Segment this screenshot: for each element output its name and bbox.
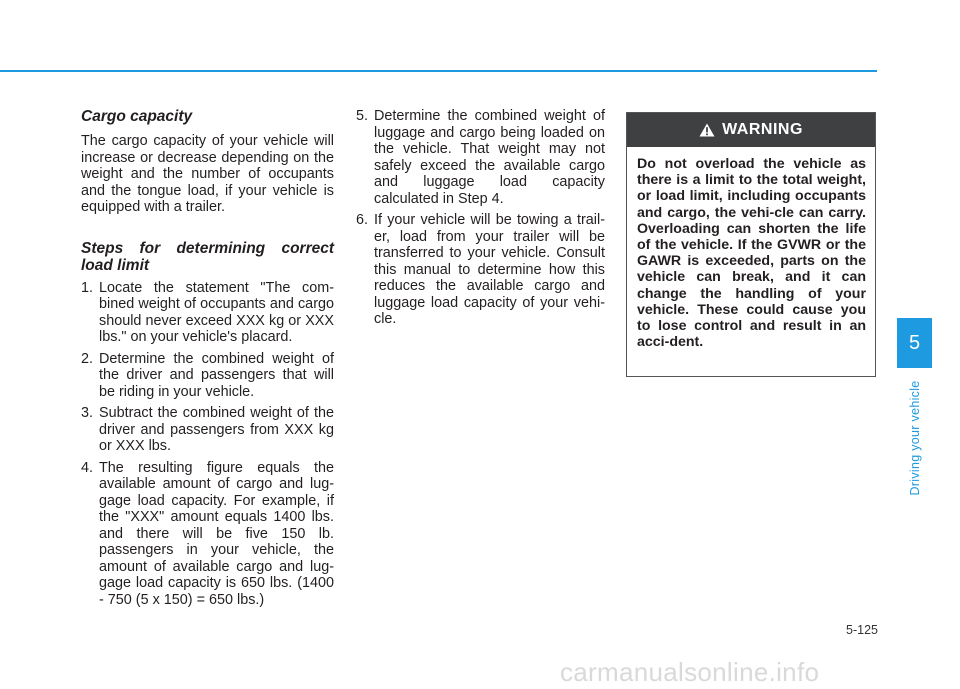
cargo-capacity-intro: The cargo capacity of your vehicle will increase or decrease depending on the weight and the number of occupants and the tongue load, if your vehicle is equipped with a trailer. [81,133,334,215]
step-item [81,460,334,609]
page-number: 5-125 [846,623,878,637]
cargo-capacity-heading: Cargo capacity [81,108,193,125]
section-tab [897,318,932,368]
step-number: 1. [81,279,94,296]
warning-triangle-icon [699,123,715,137]
step-text: If your vehicle will be towing a trail-er, load from your trailer will be transferred to your vehicle. Consult this manual to determine how this reduces the available cargo and luggage load capacity of your vehi-cle. [374,212,605,327]
step-text: Determine the combined weight of the driver and passengers that will be riding in your vehicle. [99,350,334,400]
section-title-vertical [897,380,932,495]
step-text: Subtract the combined weight of the driver and passengers from XXX kg or XXX lbs. [99,405,334,454]
middle-column [356,108,605,333]
step-number: 3. [81,405,94,421]
step-item [81,351,334,401]
header-rule [0,70,877,72]
step-text: Locate the statement "The com-bined weight of occupants and cargo should never exceed XXX kg or XXX lbs." on your vehicle's placard. [99,279,334,345]
section-title: Driving your vehicle [907,379,922,496]
step-item [356,212,605,328]
step-number: 4. [81,459,94,476]
warning-box [626,112,876,377]
step-text: Determine the combined weight of luggage and cargo being loaded on the vehicle. That weight may not safely exceed the available cargo and luggage load capacity calculated in Step 4. [374,108,605,207]
left-column [81,108,334,613]
warning-header [627,113,875,147]
warning-text: Do not overload the vehicle as there is a limit to the total weight, or load limit, including occupants and cargo, the vehi-cle can carry. Overloading can shorten the life of the vehicle. If the GVWR or the GAWR is exceeded, parts on the vehicle can break, and it can change the handling of your vehicle. These could cause you to lose control and result in an acci-dent. [637,156,866,351]
step-number: 2. [81,350,94,367]
watermark: carmanualsonline.info [560,657,820,687]
step-item [81,405,334,455]
warning-title: WARNING [722,121,803,138]
step-number: 6. [356,212,369,228]
step-item [81,280,334,346]
section-number: 5 [908,331,921,354]
step-number: 5. [356,108,369,124]
step-text: The resulting figure equals the available amount of cargo and lug-gage load capacity. For example, if the "XXX" amount equals 1400 lbs. and there will be five 150 lb. passengers in your vehicle, the amount of available cargo and lug-gage load capacity is 650 lbs. (1400 - 750 (5 x 150) = 650 lbs.) [99,459,334,608]
step-item [356,108,605,207]
steps-heading: Steps for determining correct load limit [81,239,334,274]
